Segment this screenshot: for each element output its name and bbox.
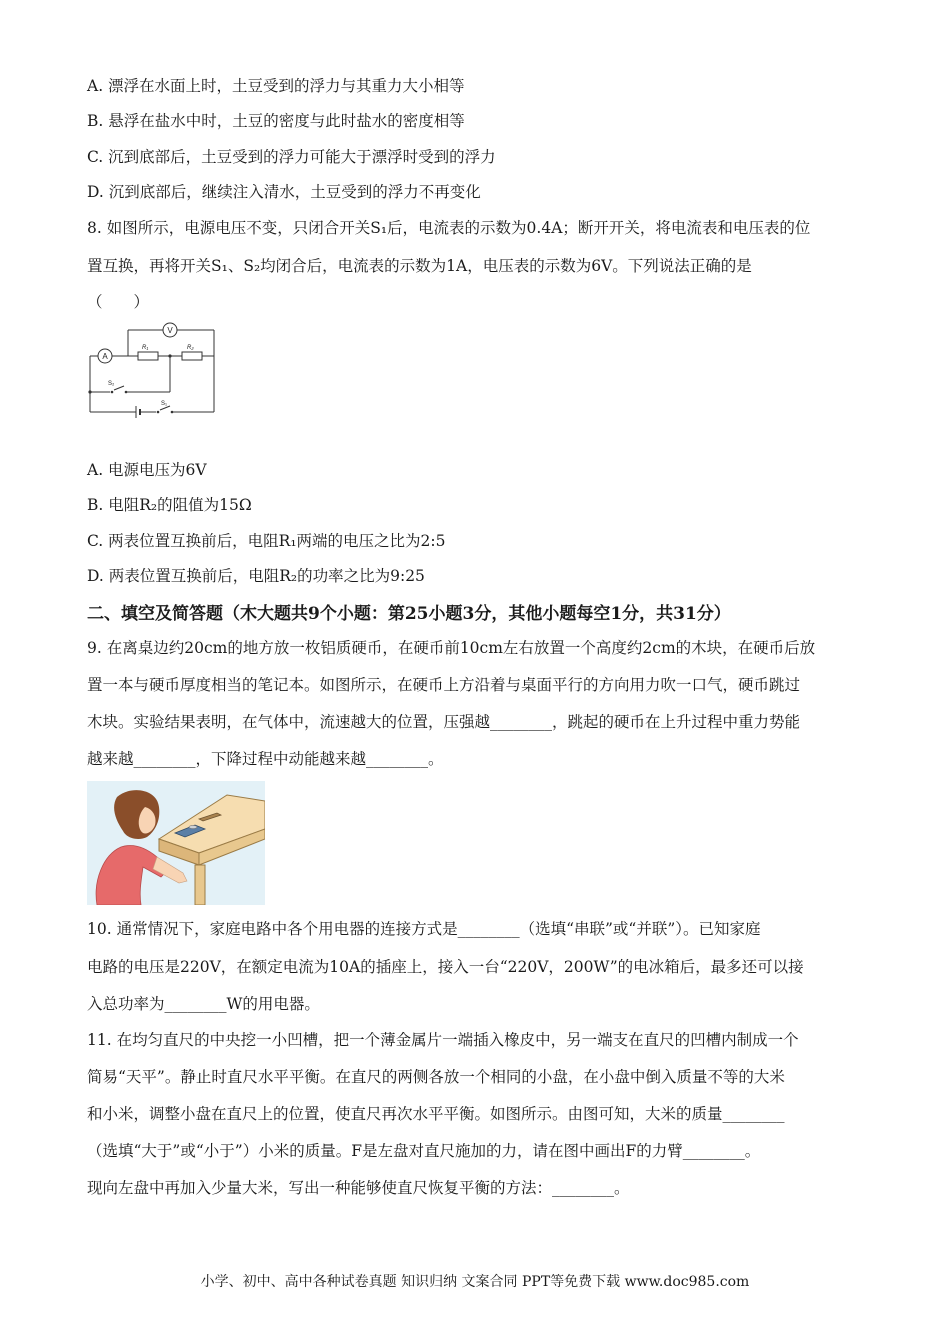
q11-line3: 和小米，调整小盘在直尺上的位置，使直尺再次水平平衡。如图所示。由图可知，大米的质量________ [87,1105,785,1123]
q7-option-d: D. 沉到底部后，继续注入清水，土豆受到的浮力不再变化 [87,183,481,201]
page-footer: 小学、初中、高中各种试卷真题 知识归纳 文案合同 PPT等免费下载 www.doc985.com [200,1274,750,1290]
q8-stem-line2: 置互换，再将开关S₁、S₂均闭合后，电流表的示数为1A，电压表的示数为6V。下列说法正确的是 [87,257,752,275]
q7-option-b: B. 悬浮在盐水中时，土豆的密度与此时盐水的密度相等 [87,112,465,130]
circuit-diagram [84,318,224,422]
q7-option-a: A. 漂浮在水面上时，土豆受到的浮力与其重力大小相等 [87,77,465,95]
q8-stem-line1: 8. 如图所示，电源电压不变，只闭合开关S₁后，电流表的示数为0.4A；断开开关，将电流表和电压表的位 [87,219,811,237]
q9-line2: 置一本与硬币厚度相当的笔记本。如图所示，在硬币上方沿着与桌面平行的方向用力吹一口气，硬币跳过 [87,676,801,694]
ammeter-label: A [102,352,108,361]
q11-line4: （选填“大于”或“小于”）小米的质量。F是左盘对直尺施加的力，请在图中画出F的力臂________。 [87,1142,761,1160]
q9-line1: 9. 在离桌边约20cm的地方放一枚铝质硬币，在硬币前10cm左右放置一个高度约2cm的木块，在硬币后放 [87,639,816,657]
coin-experiment-illustration [87,781,265,905]
r2-label: R₂ [187,345,194,351]
s1-label: S₁ [161,401,168,407]
q11-line1: 11. 在均匀直尺的中央挖一小凹槽，把一个薄金属片一端插入橡皮中，另一端支在直尺的凹槽内制成一个 [87,1031,799,1049]
voltmeter-label: V [167,326,173,335]
q8-option-d: D. 两表位置互换前后，电阻R₂的功率之比为9:25 [87,567,425,585]
q9-line3: 木块。实验结果表明，在气体中，流速越大的位置，压强越________，跳起的硬币在上升过程中重力势能 [87,713,801,731]
q10-line2: 电路的电压是220V，在额定电流为10A的插座上，接入一台“220V，200W”的电冰箱后，最多还可以接 [87,958,804,976]
s2-label: S₂ [108,381,115,387]
q7-option-c: C. 沉到底部后，土豆受到的浮力可能大于漂浮时受到的浮力 [87,148,496,166]
q9-line4: 越来越________，下降过程中动能越来越________。 [87,750,444,768]
q10-line3: 入总功率为________W的用电器。 [87,995,320,1013]
q11-line2: 简易“天平”。静止时直尺水平平衡。在直尺的两侧各放一个相同的小盘，在小盘中倒入质量不等的大米 [87,1068,785,1086]
q10-line1: 10. 通常情况下，家庭电路中各个用电器的连接方式是________（选填“串联”或“并联”）。已知家庭 [87,920,761,938]
q8-option-c: C. 两表位置互换前后，电阻R₁两端的电压之比为2:5 [87,532,446,550]
q8-option-a: A. 电源电压为6V [87,461,207,479]
q11-line5: 现向左盘中再加入少量大米，写出一种能够使直尺恢复平衡的方法：________。 [87,1179,630,1197]
q8-stem-line3: （ ） [87,293,150,311]
q8-option-b: B. 电阻R₂的阻值为15Ω [87,496,252,514]
section2-heading: 二、填空及简答题（木大题共9个小题：第25小题3分，其他小题每空1分，共31分） [87,604,731,624]
r1-label: R₁ [142,345,149,351]
